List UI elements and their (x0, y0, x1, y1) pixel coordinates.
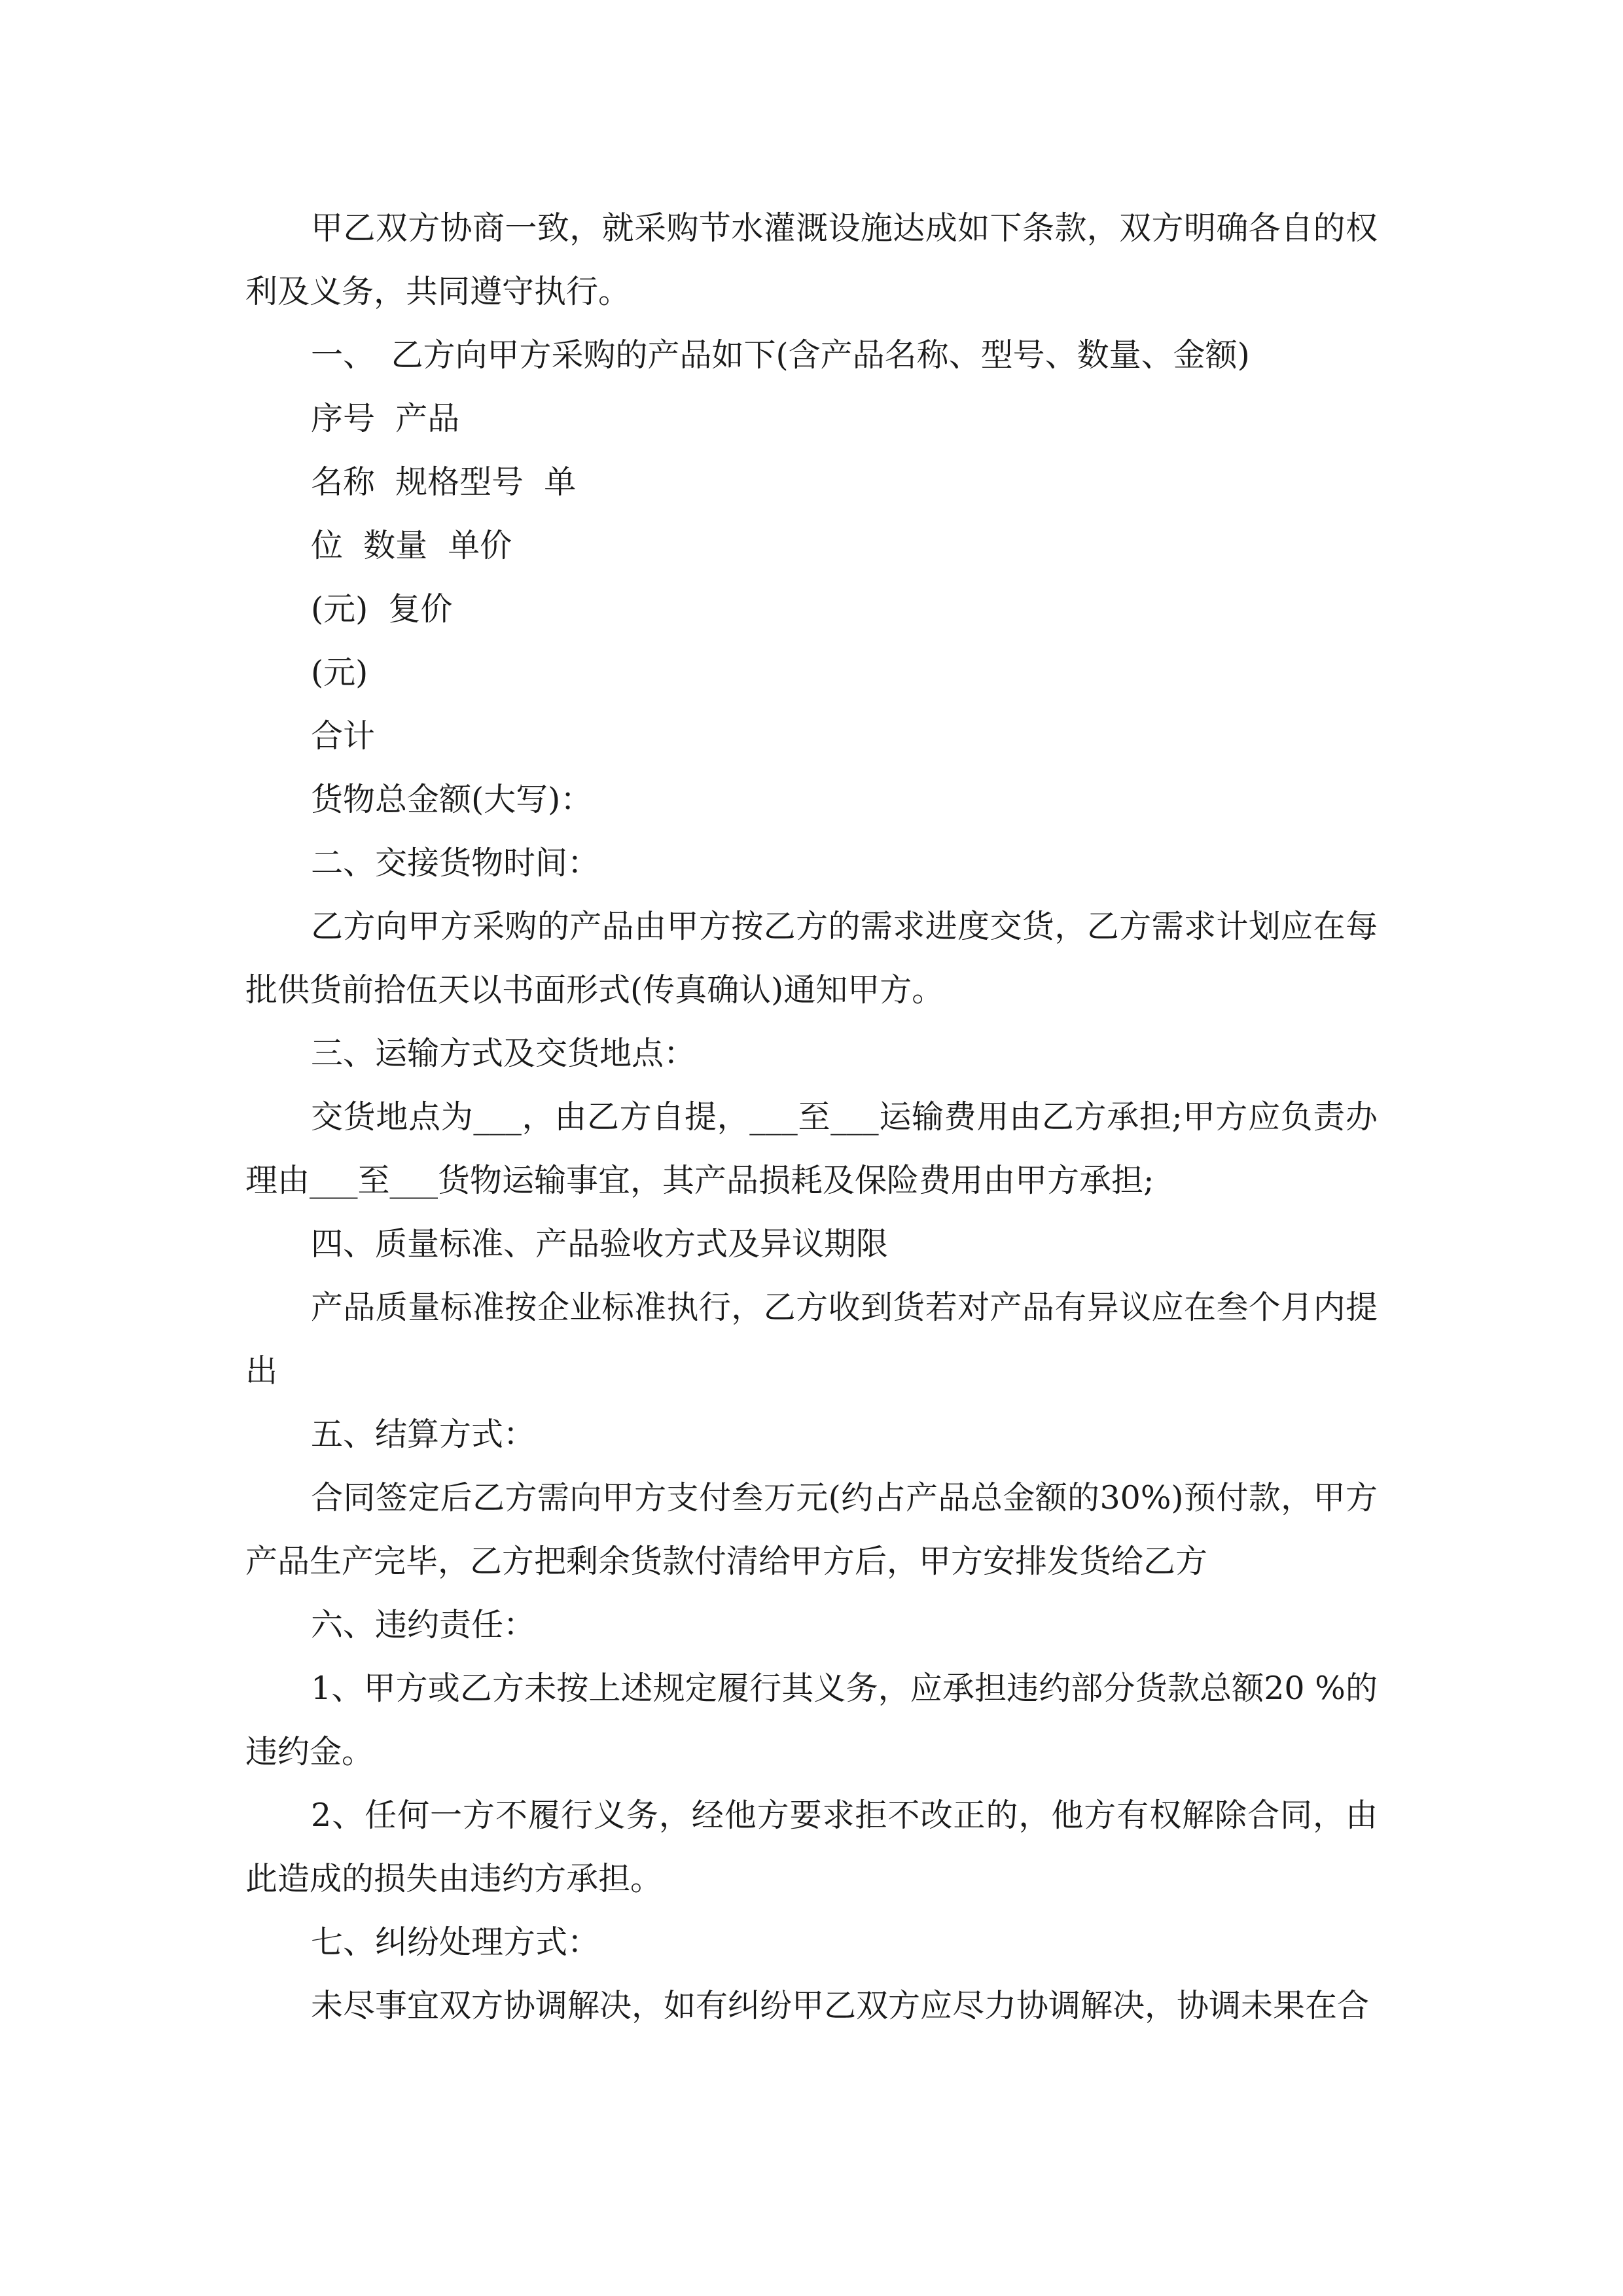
section-5-body: 合同签定后乙方需向甲方支付叁万元(约占产品总金额的30%)预付款，甲方产品生产完毕，乙方把剩余货款付清给甲方后，甲方安排发货给乙方 (245, 1479, 1378, 1580)
intro-paragraph: 甲乙双方协商一致，就采购节水灌溉设施达成如下条款，双方明确各自的权利及义务，共同遵守执行。 (245, 209, 1378, 310)
section-7-body: 未尽事宜双方协调解决，如有纠纷甲乙双方应尽力协调解决，协调未果在合 (311, 1987, 1370, 2024)
section-1-heading: 一、 乙方向甲方采购的产品如下(含产品名称、型号、数量、金额) (311, 336, 1250, 374)
section-7-heading: 七、纠纷处理方式： (311, 1924, 600, 1961)
table-header-line-5: (元) (311, 654, 368, 691)
section-4-body: 产品质量标准按企业标准执行，乙方收到货若对产品有异议应在叁个月内提出 (245, 1289, 1378, 1390)
total-amount-label: 货物总金额(大写)： (311, 781, 593, 818)
table-header-line-1: 序号 产品 (311, 400, 460, 437)
section-5-heading: 五、结算方式： (311, 1416, 536, 1453)
section-2-body: 乙方向甲方采购的产品由甲方按乙方的需求进度交货，乙方需求计划应在每批供货前拾伍天以书面形式(传真确认)通知甲方。 (245, 908, 1378, 1009)
section-4-heading: 四、质量标准、产品验收方式及异议期限 (311, 1225, 889, 1263)
table-total-label: 合计 (311, 717, 376, 755)
table-header-line-4: (元) 复价 (311, 590, 453, 628)
table-header-line-2: 名称 规格型号 单 (311, 463, 577, 501)
section-6-clause-1: 1、甲方或乙方未按上述规定履行其义务，应承担违约部分货款总额20 %的违约金。 (245, 1670, 1378, 1770)
section-3-heading: 三、运输方式及交货地点： (311, 1035, 696, 1072)
section-6-clause-2: 2、任何一方不履行义务，经他方要求拒不改正的，他方有权解除合同，由此造成的损失由违约方承担。 (245, 1797, 1378, 1897)
section-6-heading: 六、违约责任： (311, 1606, 536, 1643)
document-body (245, 196, 1378, 2037)
section-2-heading: 二、交接货物时间： (311, 844, 600, 882)
table-header-line-3: 位 数量 单价 (311, 527, 512, 564)
section-3-body: 交货地点为___，由乙方自提，___至___运输费用由乙方承担;甲方应负责办理由___至___货物运输事宜，其产品损耗及保险费用由甲方承担; (245, 1098, 1378, 1199)
